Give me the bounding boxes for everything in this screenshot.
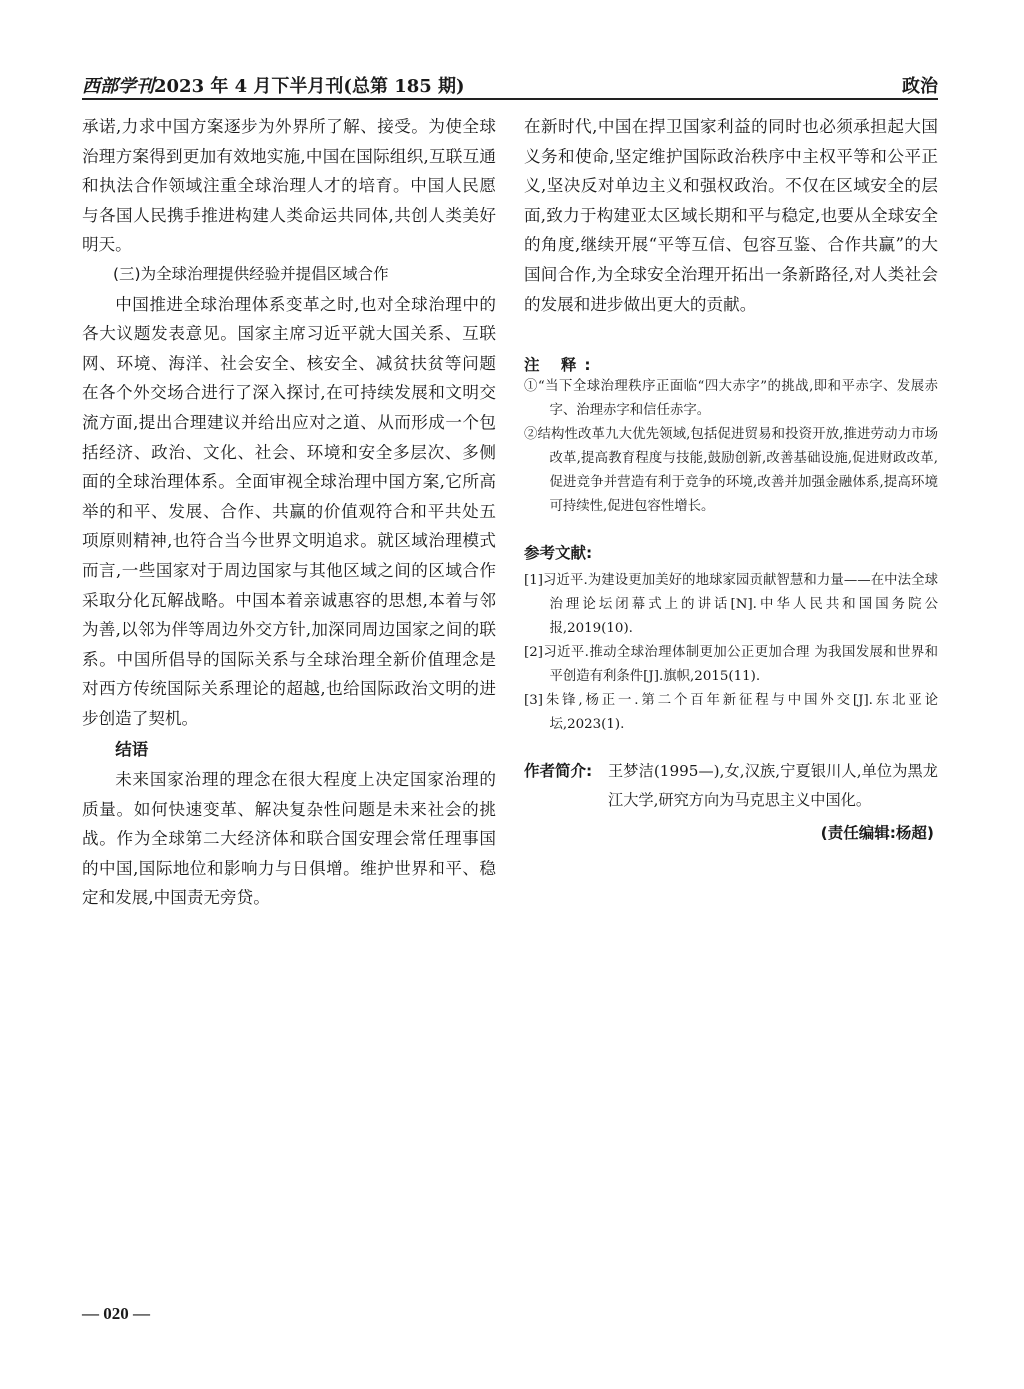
subheading-regional-cooperation: (三)为全球治理提供经验并提倡区域合作 — [113, 264, 389, 283]
reference-item: [2]习近平.推动全球治理体制更加公正更加合理 为我国发展和世界和平创造有利条件[J].旗帜,2015(11). — [524, 645, 938, 685]
left-column — [82, 112, 496, 913]
header-rule — [82, 98, 938, 100]
journal-issue — [82, 72, 465, 98]
heading-conclusion: 结语 — [115, 740, 149, 760]
running-header — [82, 70, 938, 100]
notes-title: 注 释: — [524, 356, 599, 375]
right-column — [524, 112, 938, 843]
note-item: ②结构性改革九大优先领域,包括促进贸易和投资开放,推进劳动力市场改革,提高教育程度与技能,鼓励创新,改善基础设施,促进财政改革,促进竞争并营造有利于竞争的环境,改善并加强金融体系,提高环境可持续性,促进包容性增长。 — [524, 427, 938, 515]
left-paragraph-2: 中国推进全球治理体系变革之时,也对全球治理中的各大议题发表意见。国家主席习近平就大国关系、互联网、环境、海洋、社会安全、核安全、减贫扶贫等问题在各个外交场合进行了深入探讨,在可持续发展和文明交流方面,提出合理建议并给出应对之道、从而形成一个包括经济、政治、文化、社会、环境和安全多层次、多侧面的全球治理体系。全面审视全球治理中国方案,它所高举的和平、发展、合作、共赢的价值观符合和平共处五项原则精神,也符合当今世界文明追求。就区域治理模式而言,一些国家对于周边国家与其他区域之间的区域合作采取分化瓦解战略。中国本着亲诚惠容的思想,本着与邻为善,以邻为伴等周边外交方针,加深同周边国家之间的联系。中国所倡导的国际关系与全球治理全新价值理念是对西方传统国际关系理论的超越,也给国际政治文明的进步创造了契机。 — [82, 294, 496, 728]
author-text: 王梦洁(1995—),女,汉族,宁夏银川人,单位为黑龙江大学,研究方向为马克思主义中国化。 — [608, 762, 938, 810]
issue-info: 2023 年 4 月下半月刊(总第 185 期) — [154, 76, 465, 97]
note-item: ①“当下全球治理秩序正面临“四大赤字”的挑战,即和平赤字、发展赤字、治理赤字和信任赤字。 — [524, 379, 938, 419]
author-bio — [524, 757, 938, 815]
editor-note: (责任编辑:杨超) — [820, 824, 934, 843]
references-list — [524, 569, 938, 737]
reference-item: [1]习近平.为建设更加美好的地球家园贡献智慧和力量——在中法全球治理论坛闭幕式上的讲话[N].中华人民共和国国务院公报,2019(10). — [524, 573, 938, 637]
right-paragraph-1: 在新时代,中国在捍卫国家利益的同时也必须承担起大国义务和使命,坚定维护国际政治秩序中主权平等和公平正义,坚决反对单边主义和强权政治。不仅在区域安全的层面,致力于构建亚太区域长期和平与稳定,也要从全球安全的角度,继续开展“平等互信、包容互鉴、合作共赢”的大国间合作,为全球安全治理开拓出一条新路径,对人类社会的发展和进步做出更大的贡献。 — [524, 117, 938, 314]
author-label: 作者简介: — [524, 762, 593, 781]
notes-list — [524, 375, 938, 519]
left-paragraph-3: 未来国家治理的理念在很大程度上决定国家治理的质量。如何快速变革、解决复杂性问题是未来社会的挑战。作为全球第二大经济体和联合国安理会常任理事国的中国,国际地位和影响力与日俱增。维护世界和平、稳定和发展,中国责无旁贷。 — [82, 770, 496, 908]
journal-name: 西部学刊 — [82, 76, 154, 97]
references-title: 参考文献: — [524, 544, 593, 563]
section-label: 政治 — [902, 76, 938, 97]
reference-item: [3]朱锋,杨正一.第二个百年新征程与中国外交[J].东北亚论坛,2023(1). — [524, 693, 938, 733]
left-paragraph-1: 承诺,力求中国方案逐步为外界所了解、接受。为使全球治理方案得到更加有效地实施,中国在国际组织,互联互通和执法合作领域注重全球治理人才的培育。中国人民愿与各国人民携手推进构建人类命运共同体,共创人类美好明天。 — [82, 117, 496, 255]
page-number: — 020 — — [82, 1304, 150, 1323]
